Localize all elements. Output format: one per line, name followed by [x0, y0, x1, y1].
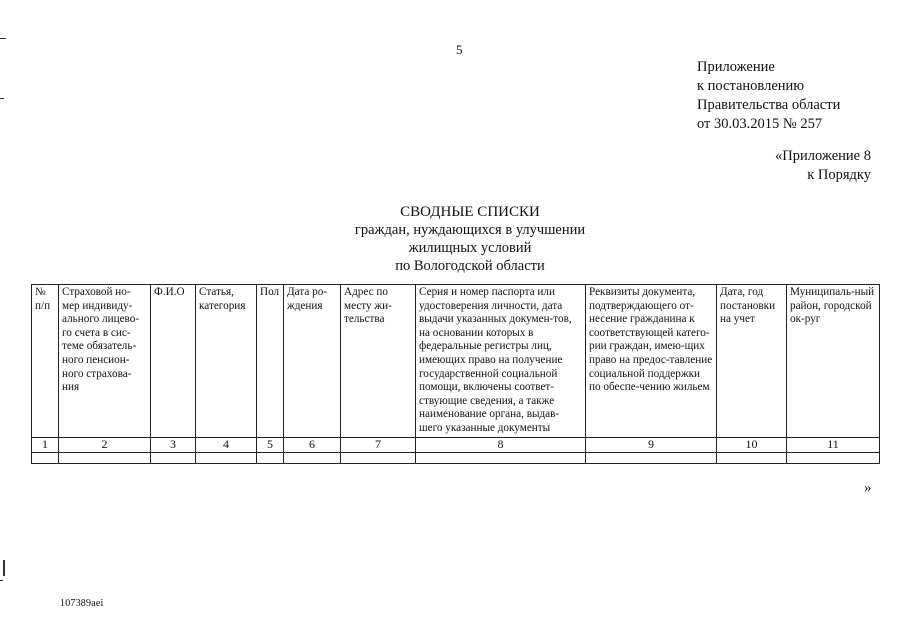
column-number: 6	[284, 438, 341, 453]
header-row	[32, 285, 880, 438]
column-number-row	[32, 438, 880, 453]
header-cell: Пол	[257, 285, 284, 438]
empty-cell	[717, 453, 787, 464]
appendix-line: к постановлению	[697, 78, 805, 94]
column-number: 7	[341, 438, 416, 453]
column-number: 11	[787, 438, 880, 453]
title-line: по Вологодской области	[395, 258, 545, 274]
empty-cell	[151, 453, 196, 464]
header-cell: Адрес по месту жи-тельства	[341, 285, 416, 438]
header-cell: Дата, год постановки на учет	[717, 285, 787, 438]
appendix-reference	[775, 147, 871, 185]
scan-edge-mark	[0, 38, 6, 39]
header-cell: Страховой но-мер индивиду-ального лицево-го счета в сис-теме обязатель-ного пенсион-ного страхова-ния	[59, 285, 151, 438]
header-cell: Реквизиты документа, подтверждающего от-несение гражданина к соответствующей катего-рии граждан, имею-щих право на предос-тавление социальной поддержки по обеспе-чению жильем	[586, 285, 717, 438]
appendix-ref-line: «Приложение 8	[775, 148, 871, 164]
empty-cell	[59, 453, 151, 464]
header-cell: Дата ро-ждения	[284, 285, 341, 438]
column-number: 9	[586, 438, 717, 453]
appendix-line: Приложение	[697, 59, 775, 75]
empty-cell	[284, 453, 341, 464]
scan-edge-mark	[3, 560, 5, 576]
appendix-line: Правительства области	[697, 97, 841, 113]
empty-cell	[787, 453, 880, 464]
column-number: 8	[416, 438, 586, 453]
title-line: жилищных условий	[408, 240, 532, 256]
column-number: 4	[196, 438, 257, 453]
column-number: 1	[32, 438, 59, 453]
header-cell: № п/п	[32, 285, 59, 438]
empty-cell	[196, 453, 257, 464]
empty-cell	[416, 453, 586, 464]
document-title	[280, 203, 660, 275]
header-cell: Муниципаль-ный район, городской ок-руг	[787, 285, 880, 438]
appendix-block	[697, 58, 840, 134]
empty-cell	[257, 453, 284, 464]
scan-edge-mark	[0, 98, 4, 99]
page-number: 5	[456, 42, 463, 57]
scan-edge-mark	[0, 580, 3, 581]
appendix-line: от 30.03.2015 № 257	[697, 116, 823, 132]
document-code: 107389aei	[60, 598, 104, 609]
column-number: 3	[151, 438, 196, 453]
header-cell: Статья, категория	[196, 285, 257, 438]
empty-cell	[586, 453, 717, 464]
appendix-ref-line: к Порядку	[807, 167, 871, 183]
empty-data-row	[32, 453, 880, 464]
column-number: 2	[59, 438, 151, 453]
header-cell: Ф.И.О	[151, 285, 196, 438]
title-line: граждан, нуждающихся в улучшении	[354, 222, 586, 238]
column-number: 5	[257, 438, 284, 453]
empty-cell	[32, 453, 59, 464]
empty-cell	[341, 453, 416, 464]
title-main: СВОДНЫЕ СПИСКИ	[400, 204, 540, 220]
register-table	[31, 284, 880, 464]
column-number: 10	[717, 438, 787, 453]
header-cell: Серия и номер паспорта или удостоверения личности, дата выдачи указанных докумен-тов, на основании которых в федеральные регистры лиц, имеющих право на получение государственной социальной помощи, включены соответ-ствующие сведения, а также наименование органа, выдав-шего указанные документы	[416, 285, 586, 438]
closing-quote: »	[864, 480, 872, 496]
